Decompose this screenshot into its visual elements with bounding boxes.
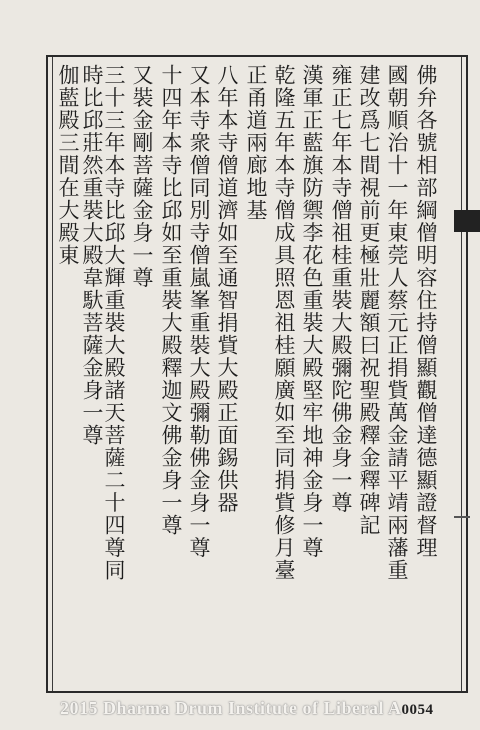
watermark-text: 2015 Dharma Drum Institute of Liberal A (60, 698, 402, 718)
text-column-10: 十四年本寺比邱如至重裝大殿釋迦文佛金身一尊 (159, 64, 183, 537)
text-column-12: 三十三年本寺比邱大輝重裝大殿諸天菩薩二十四尊同 (102, 64, 126, 582)
page-tab-mark (454, 210, 480, 232)
text-column-7: 正甬道兩廊地基 (244, 64, 268, 222)
text-column-4: 雍正七年本寺僧祖桂重裝大殿彌陀佛金身一尊 (329, 64, 353, 514)
text-column-6: 乾隆五年本寺僧成具照恩祖桂願廣如至同捐貲修月臺 (272, 64, 296, 582)
margin-tick (454, 516, 470, 518)
inner-border-line (461, 57, 462, 691)
text-column-13: 時比邱莊然重裝大殿韋馱菩薩金身一尊 (80, 64, 104, 447)
text-column-8: 八年本寺僧道濟如至通智捐貲大殿正面錫供器 (215, 64, 239, 514)
text-column-2: 國朝順治十一年東莞人蔡元正捐貲萬金請平靖兩藩重 (385, 64, 409, 582)
text-column-14: 伽藍殿三間在大殿東 (56, 64, 80, 267)
inner-border-line (52, 57, 53, 691)
text-column-9: 又本寺衆僧同別寺僧嵐峯重裝大殿彌勒佛金身一尊 (187, 64, 211, 559)
footer (0, 698, 480, 724)
text-column-11: 又裝金剛菩薩金身一尊 (130, 64, 154, 289)
text-column-3: 建改爲七間視前更極壯麗額曰祝聖殿釋金釋碑記 (357, 64, 381, 537)
text-column-1: 佛弁各號相部綱僧明容住持僧顯觀僧達德顯證督理 (414, 64, 438, 559)
page-number: 0054 (401, 702, 434, 718)
text-column-5: 漢軍正藍旗防禦李花色重裝大殿堅牢地神金身一尊 (300, 64, 324, 559)
